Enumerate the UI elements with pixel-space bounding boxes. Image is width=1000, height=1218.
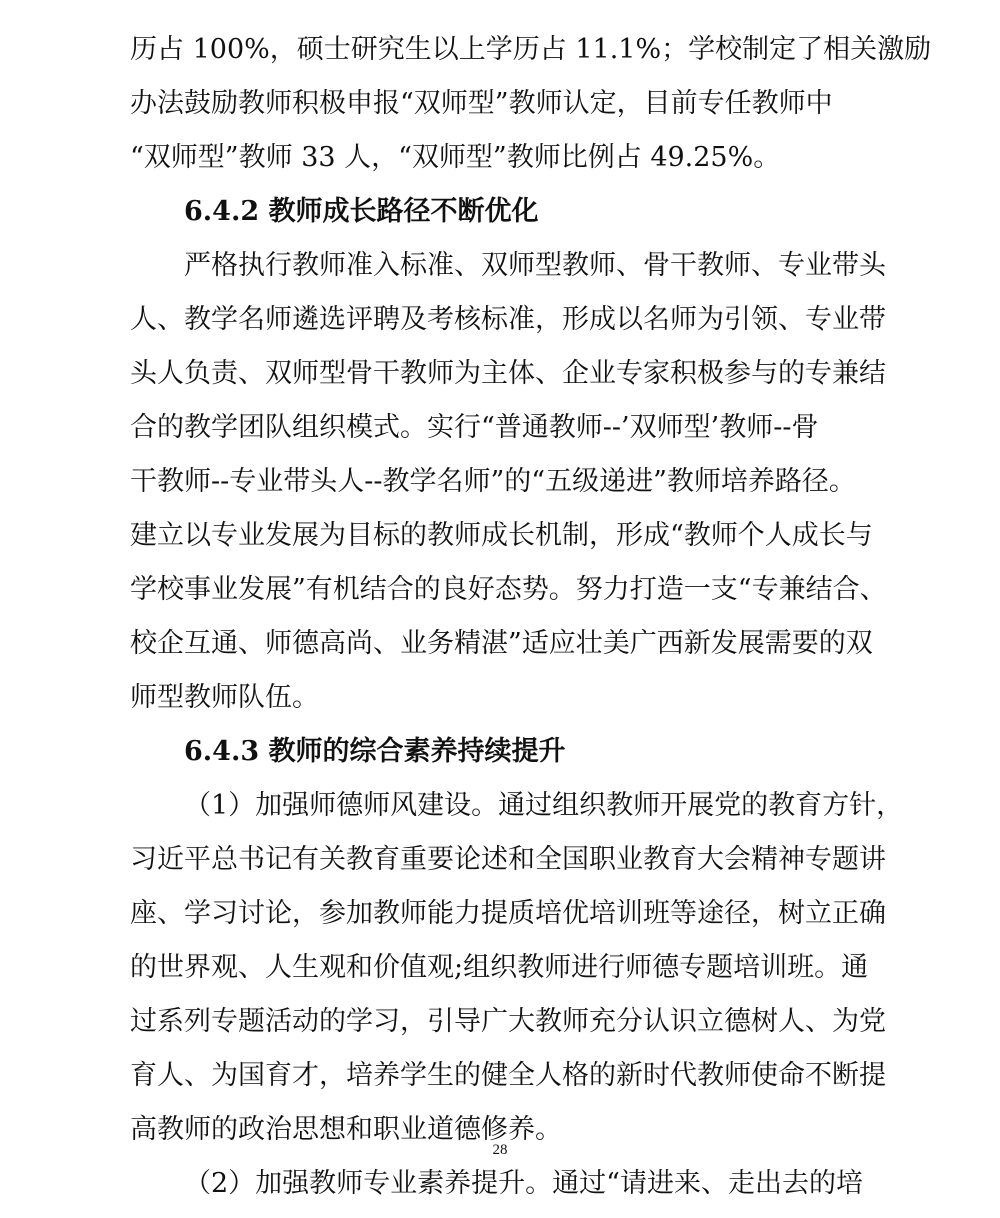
text-line: 的世界观、人生观和价值观;组织教师进行师德专题培训班。通 <box>130 952 869 983</box>
text-line: 建立以专业发展为目标的教师成长机制，形成“教师个人成长与 <box>130 520 873 551</box>
section-heading-6-4-3: 6.4.3 教师的综合素养持续提升 <box>184 736 566 767</box>
document-body <box>130 30 932 1218</box>
page-number: 28 <box>492 1142 508 1158</box>
text-line: “双师型”教师 33 人，“双师型”教师比例占 49.25%。 <box>130 142 781 173</box>
section-heading-6-4-2: 6.4.2 教师成长路径不断优化 <box>184 196 539 227</box>
text-line: 人、教学名师遴选评聘及考核标准，形成以名师为引领、专业带 <box>130 304 886 335</box>
text-line: 办法鼓励教师积极申报“双师型”教师认定，目前专任教师中 <box>130 88 833 119</box>
text-line: 学校事业发展”有机结合的良好态势。努力打造一支“专兼结合、 <box>130 574 887 605</box>
text-line: 头人负责、双师型骨干教师为主体、企业专家积极参与的专兼结 <box>130 358 886 389</box>
text-line: 历占 100%，硕士研究生以上学历占 11.1%；学校制定了相关激励 <box>130 34 932 65</box>
paragraph-first-line: 严格执行教师准入标准、双师型教师、骨干教师、专业带头 <box>184 250 886 281</box>
text-line: 育人、为国育才，培养学生的健全人格的新时代教师使命不断提 <box>130 1060 886 1091</box>
text-line: 合的教学团队组织模式。实行“普通教师--’双师型’教师--骨 <box>130 412 819 443</box>
paragraph-first-line: （1）加强师德师风建设。通过组织教师开展党的教育方针， <box>184 790 904 821</box>
text-line: 校企互通、师德高尚、业务精湛”适应壮美广西新发展需要的双 <box>130 628 873 659</box>
paragraph-first-line: （2）加强教师专业素养提升。通过“请进来、走出去的培 <box>184 1168 863 1199</box>
text-line: 干教师--专业带头人--教学名师”的“五级递进”教师培养路径。 <box>130 466 856 497</box>
text-line: 座、学习讨论，参加教师能力提质培优培训班等途径，树立正确 <box>130 898 886 929</box>
text-line: 过系列专题活动的学习，引导广大教师充分认识立德树人、为党 <box>130 1006 886 1037</box>
text-line: 高教师的政治思想和职业道德修养。 <box>130 1114 562 1145</box>
text-line: 习近平总书记有关教育重要论述和全国职业教育大会精神专题讲 <box>130 844 886 875</box>
text-line: 师型教师队伍。 <box>130 682 319 713</box>
